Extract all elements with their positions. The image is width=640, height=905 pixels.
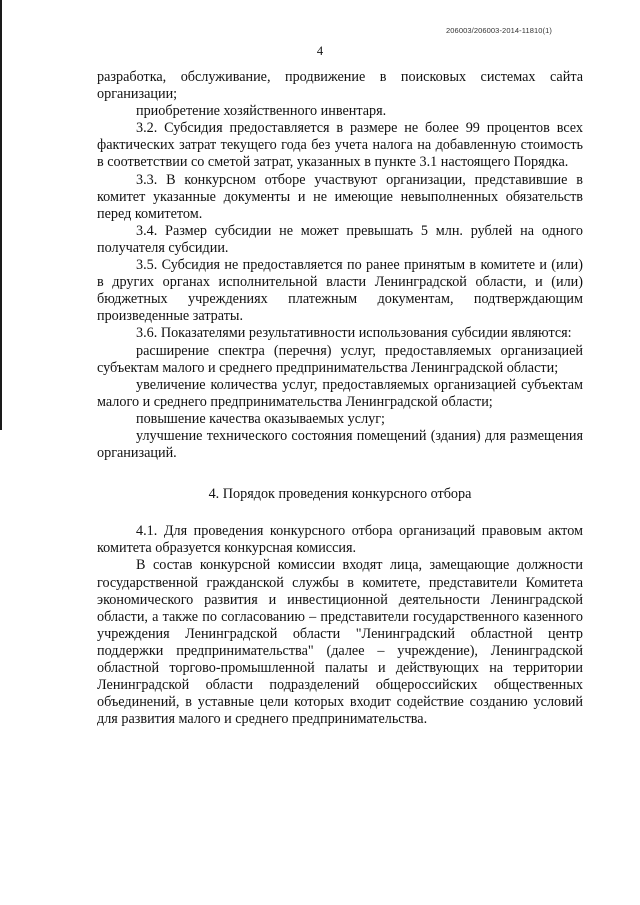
indicator-services-count: увеличение количества услуг, предоставляемых организацией субъектам малого и среднего предпринимательства Ленинградской области; [97,376,583,410]
paragraph-3-2: 3.2. Субсидия предоставляется в размере не более 99 процентов всех фактических затрат текущего года без учета налога на добавленную стоимость в соответствии со сметой затрат, указанных в пункте 3.1 настоящего Порядка. [97,120,583,171]
indicator-quality: повышение качества оказываемых услуг; [136,410,386,427]
page-number: 4 [316,44,324,58]
paragraph-4-1: 4.1. Для проведения конкурсного отбора организаций правовым актом комитета образуется конкурсная комиссия. [97,523,583,557]
scan-edge-mark [0,0,2,430]
paragraph-3-5: 3.5. Субсидия не предоставляется по ранее принятым в комитете и (или) в других органах исполнительной власти Ленинградской области, и (или) бюджетных учреждениях платежным документам, подтверждающим произведенные затраты. [97,257,583,325]
paragraph-3-4: 3.4. Размер субсидии не может превышать 5 млн. рублей на одного получателя субсидии. [97,222,583,256]
paragraph-website: разработка, обслуживание, продвижение в поисковых системах сайта организации; [97,69,583,103]
document-id: 206003/206003-2014-11810(1) [446,26,552,35]
paragraph-commission-composition: В состав конкурсной комиссии входят лица, замещающие должности государственной гражданской службы в комитете, представители Комитета экономического развития и инвестиционной деятельности Ленинградской области, а также по согласованию – представители государственного казенного учреждения Ленинградской области "Ленинградский областной центр поддержки предпринимательства" (далее – учреждение), Ленинградской областной торгово-промышленной палаты и действующих на территории Ленинградской области подразделений общероссийских общественных объединений, в уставные цели которых входит содействие созданию условий для развития малого и среднего предпринимательства. [97,557,583,728]
paragraph-inventory: приобретение хозяйственного инвентаря. [136,103,387,120]
indicator-premises: улучшение технического состояния помещений (здания) для размещения организаций. [97,427,583,462]
paragraph-3-3: 3.3. В конкурсном отборе участвуют организации, представившие в комитет указанные документы и не имеющие невыполненных обязательств перед комитетом. [97,171,583,222]
indicator-services-range: расширение спектра (перечня) услуг, предоставляемых организацией субъектам малого и среднего предпринимательства Ленинградской области; [97,342,583,376]
document-body [97,69,583,728]
paragraph-3-6: 3.6. Показателями результативности использования субсидии являются: [136,325,572,342]
section-heading: 4. Порядок проведения конкурсного отбора [208,486,472,503]
